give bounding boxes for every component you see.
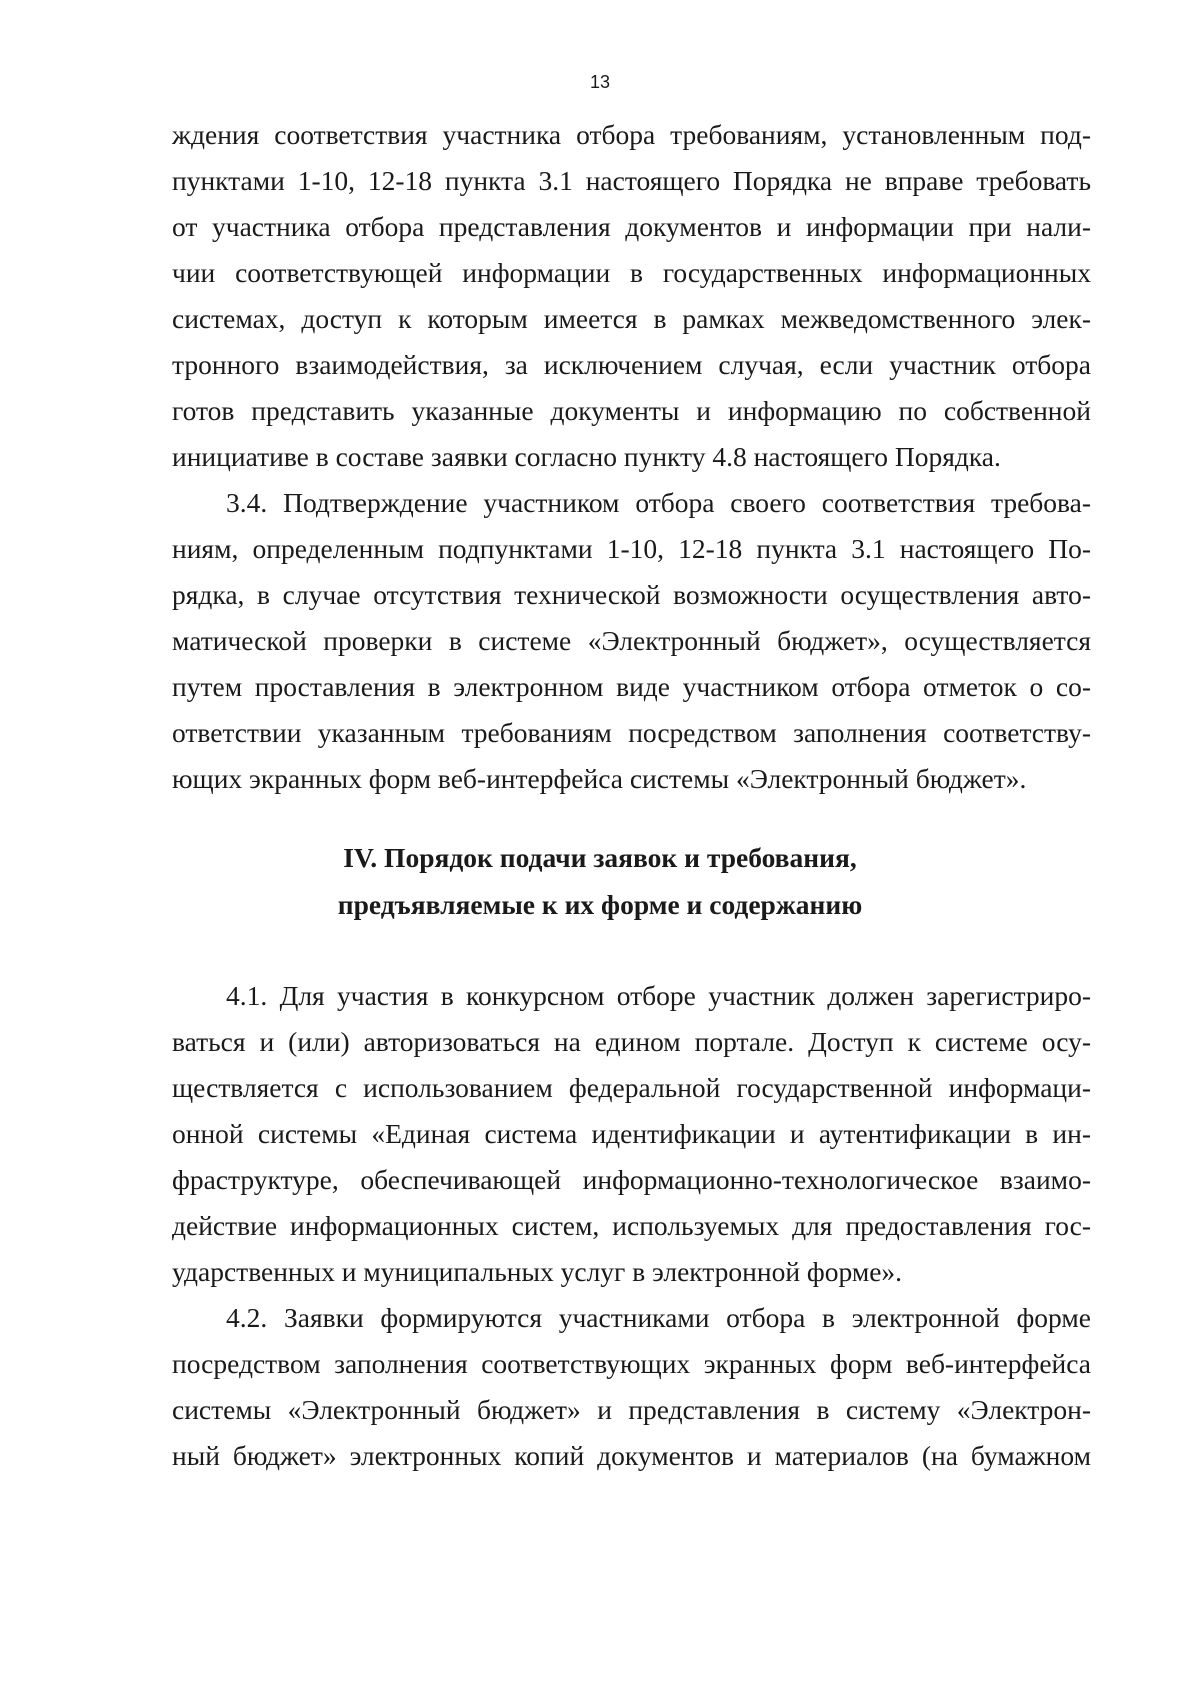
text-line: ющих экранных форм веб-интерфейса системы «Электронный бюджет». — [172, 763, 1027, 794]
text-line: ждения соответствия участника отбора требованиям, установленным под- — [172, 119, 1091, 150]
text-line: ществляется с использованием федеральной государственной информаци- — [172, 1072, 1091, 1103]
text-line: матической проверки в системе «Электронный бюджет», осуществляется — [172, 625, 1091, 656]
text-line: 4.1. Для участия в конкурсном отборе участник должен зарегистриро- — [226, 980, 1091, 1011]
text-line: инициативе в составе заявки согласно пункту 4.8 настоящего Порядка. — [172, 441, 1001, 472]
page-number: 13 — [589, 72, 611, 92]
text-line: рядка, в случае отсутствия технической возможности осуществления авто- — [172, 579, 1091, 610]
text-line: ный бюджет» электронных копий документов и материалов (на бумажном — [172, 1440, 1091, 1471]
text-line: онной системы «Единая система идентификации и аутентификации в ин- — [172, 1118, 1091, 1149]
text-line: системах, доступ к которым имеется в рамках межведомственного элек- — [172, 303, 1091, 334]
text-line: действие информационных систем, используемых для предоставления гос- — [172, 1210, 1091, 1241]
text-line: фраструктуре, обеспечивающей информационно-технологическое взаимо- — [172, 1164, 1091, 1195]
text-line: от участника отбора представления документов и информации при нали- — [172, 211, 1091, 242]
text-line: путем проставления в электронном виде участником отбора отметок о со- — [172, 671, 1091, 702]
heading-line: IV. Порядок подачи заявок и требования, — [343, 842, 857, 873]
text-line: ответствии указанным требованиям посредством заполнения соответству- — [172, 717, 1091, 748]
text-line: посредством заполнения соответствующих экранных форм веб-интерфейса — [172, 1348, 1091, 1379]
text-line: ваться и (или) авторизоваться на едином портале. Доступ к системе осу- — [172, 1026, 1091, 1057]
text-line: пунктами 1-10, 12-18 пункта 3.1 настоящего Порядка не вправе требовать — [172, 165, 1091, 196]
text-line: чии соответствующей информации в государственных информационных — [172, 257, 1091, 288]
text-line: ударственных и муниципальных услуг в электронной форме». — [172, 1256, 903, 1287]
text-line: 3.4. Подтверждение участником отбора своего соответствия требова- — [226, 487, 1091, 518]
heading-line: предъявляемые к их форме и содержанию — [337, 889, 863, 920]
text-line: тронного взаимодействия, за исключением случая, если участник отбора — [172, 349, 1091, 380]
text-line: 4.2. Заявки формируются участниками отбора в электронной форме — [226, 1302, 1091, 1333]
text-line: ниям, определенным подпунктами 1-10, 12-18 пункта 3.1 настоящего По- — [172, 533, 1091, 564]
text-line: готов представить указанные документы и информацию по собственной — [172, 395, 1091, 426]
text-line: системы «Электронный бюджет» и представления в систему «Электрон- — [172, 1394, 1091, 1425]
